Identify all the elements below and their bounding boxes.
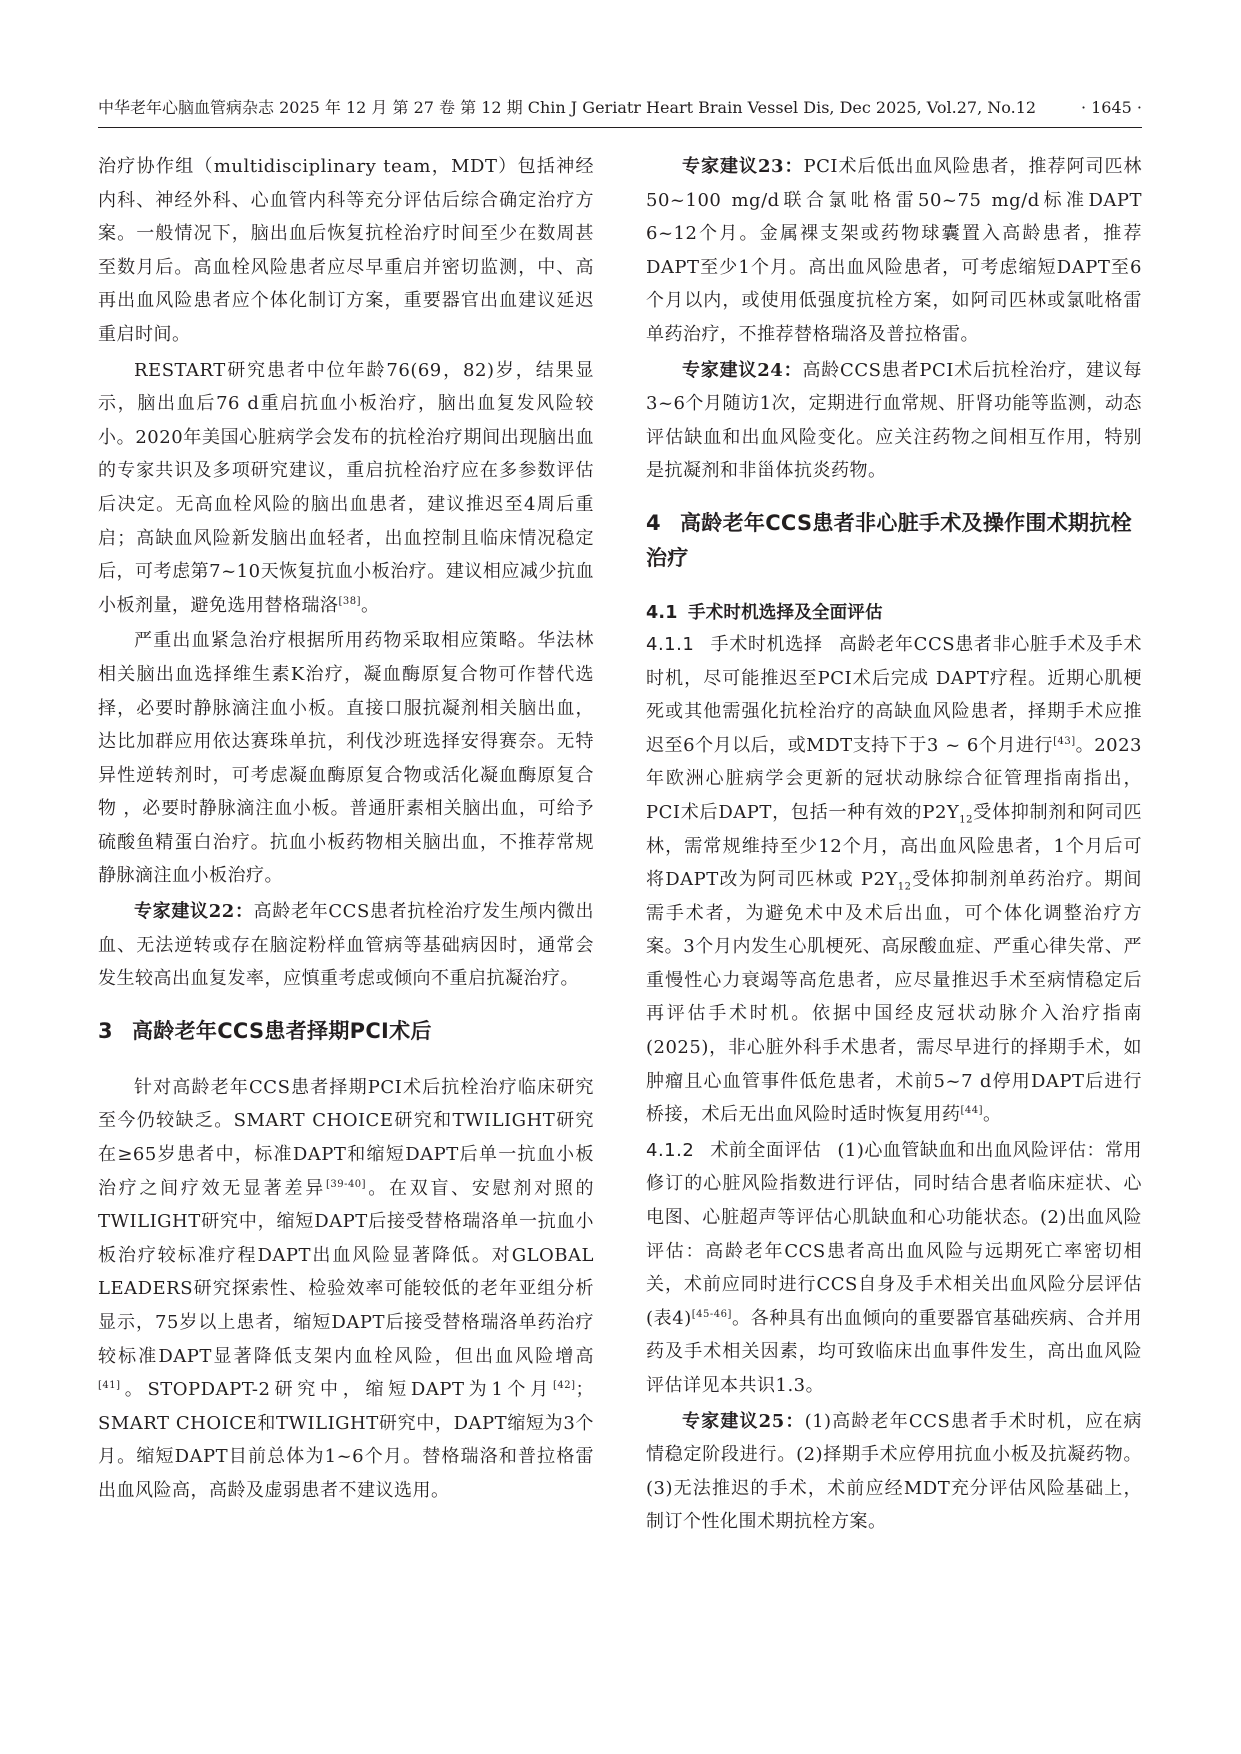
paragraph: 严重出血紧急治疗根据所用药物采取相应策略。华法林相关脑出血选择维生素K治疗，凝血酶原复合物可作替代选择，必要时静脉滴注血小板。直接口服抗凝剂相关脑出血，达比加群应用依达赛珠单抗，利伐沙班选择安得赛奈。无特异性逆转剂时，可考虑凝血酶原复合物或活化凝血酶原复合物 ，必要时静脉滴注血小板。普通肝素相关脑出血，可给予硫酸鱼精蛋白治疗。抗血小板药物相关脑出血，不推荐常规静脉滴注血小板治疗。 — [98, 630, 594, 887]
subsubsection-number: 4.1.1 — [646, 633, 695, 655]
reference-citation[interactable]: [41] — [98, 1380, 121, 1392]
recommendation-label: 专家建议25： — [682, 1410, 805, 1432]
paragraph-4-1-2: 4.1.2 术前全面评估 (1)心血管缺血和出血风险评估：常用修订的心脏风险指数进行评估，同时结合患者临床症状、心电图、心脏超声等评估心肌缺血和心功能状态。(2)出血风险评估：高龄老年CCS患者高出血风险与远期死亡率密切相关，术前应同时进行CCS自身及手术相关出血风险分层评估 (表4)[45-46]。各种具有出血倾向的重要器官基础疾病、合并用药及手术相关因素，均可致临床出血事件发生，高出血风险评估详见本共识1.3。 — [646, 1139, 1142, 1396]
right-column — [646, 150, 1142, 1541]
journal-citation: 中华老年心脑血管病杂志 2025 年 12 月 第 27 卷 第 12 期 Chin J Geriatr Heart Brain Vessel Dis, Dec 2025, Vol.27, No.12 — [98, 98, 1037, 117]
subsubsection-title: 手术时机选择 — [710, 633, 823, 655]
running-header — [98, 97, 1142, 128]
reference-citation[interactable]: [44] — [960, 1105, 984, 1117]
reference-citation[interactable]: [38] — [338, 595, 362, 607]
subsection-heading-4-1: 4.1 手术时机选择及全面评估 — [646, 602, 883, 623]
subscript: 12 — [959, 814, 974, 826]
left-column — [98, 150, 594, 1510]
recommendation-label: 专家建议22： — [134, 901, 254, 923]
reference-citation[interactable]: [45-46] — [691, 1308, 732, 1320]
reference-citation[interactable]: [39-40] — [325, 1178, 367, 1190]
reference-citation[interactable]: [43] — [1053, 735, 1076, 747]
recommendation-label: 专家建议24： — [682, 359, 803, 381]
expert-recommendation-25: 专家建议25：(1)高龄老年CCS患者手术时机，应在病情稳定阶段进行。(2)择期手术应停用抗血小板及抗凝药物。(3)无法推迟的手术，术前应经MDT充分评估风险基础上，制订个性化围术期抗栓方案。 — [646, 1410, 1142, 1533]
section-heading-4: 4 高龄老年CCS患者非心脏手术及操作围术期抗栓治疗 — [646, 510, 1132, 570]
paragraph: 治疗协作组（multidisciplinary team，MDT）包括神经内科、神经外科、心血管内科等充分评估后综合确定治疗方案。一般情况下，脑出血后恢复抗栓治疗时间至少在数周甚至数月后。高血栓风险患者应尽早重启并密切监测，中、高再出血风险患者应个体化制订方案，重要器官出血建议延迟重启时间。 — [98, 156, 594, 345]
page-number: · 1645 · — [1080, 98, 1142, 117]
subscript: 12 — [897, 881, 912, 893]
expert-recommendation-23: 专家建议23：PCI术后低出血风险患者，推荐阿司匹林50~100 mg/d联合氯吡格雷50~75 mg/d标准DAPT 6~12个月。金属裸支架或药物球囊置入高龄患者，推荐DAPT至少1个月。高出血风险患者，可考虑缩短DAPT至6个月以内，或使用低强度抗栓方案，如阿司匹林或氯吡格雷单药治疗，不推荐替格瑞洛及普拉格雷。 — [646, 156, 1142, 345]
paragraph: RESTART研究患者中位年龄76(69，82)岁，结果显示，脑出血后76 d重启抗血小板治疗，脑出血复发风险较小。2020年美国心脏病学会发布的抗栓治疗期间出现脑出血的专家共识及多项研究建议，重启抗栓治疗应在多参数评估后决定。无高血栓风险的脑出血患者，建议推迟至4周后重启；高缺血风险新发脑出血轻者，出血控制且临床情况稳定后，可考虑第7~10天恢复抗血小板治疗。建议相应减少抗血小板剂量，避免选用替格瑞洛[38]。 — [98, 359, 594, 616]
expert-recommendation-24: 专家建议24：高龄CCS患者PCI术后抗栓治疗，建议每3~6个月随访1次，定期进行血常规、肝肾功能等监测，动态评估缺血和出血风险变化。应关注药物之间相互作用，特别是抗凝剂和非甾体抗炎药物。 — [646, 359, 1142, 482]
reference-citation[interactable]: [42] — [552, 1380, 576, 1392]
expert-recommendation-22: 专家建议22：高龄老年CCS患者抗栓治疗发生颅内微出血、无法逆转或存在脑淀粉样血管病等基础病因时，通常会发生较高出血复发率，应慎重考虑或倾向不重启抗凝治疗。 — [98, 901, 594, 990]
paragraph: 针对高龄老年CCS患者择期PCI术后抗栓治疗临床研究至今仍较缺乏。SMART CHOICE研究和TWILIGHT研究在≥65岁患者中，标准DAPT和缩短DAPT后单一抗血小板治疗之间疗效无显著差异[39-40]。在双盲、安慰剂对照的TWILIGHT研究中，缩短DAPT后接受替格瑞洛单一抗血小板治疗较标准疗程DAPT出血风险显著降低。对GLOBAL LEADERS研究探索性、检验效率可能较低的老年亚组分析显示，75岁以上患者，缩短DAPT后接受替格瑞洛单药治疗较标准DAPT显著降低支架内血栓风险，但出血风险增高[41]。STOPDAPT-2研究中，缩短DAPT为1个月[42]；SMART CHOICE和TWILIGHT研究中，DAPT缩短为3个月。缩短DAPT目前总体为1~6个月。替格瑞洛和普拉格雷出血风险高，高龄及虚弱患者不建议选用。 — [98, 1076, 595, 1501]
subsubsection-title: 术前全面评估 — [710, 1139, 822, 1161]
subsubsection-number: 4.1.2 — [646, 1139, 695, 1161]
section-heading-3: 3 高龄老年CCS患者择期PCI术后 — [98, 1018, 432, 1043]
paragraph-4-1-1: 4.1.1 手术时机选择 高龄老年CCS患者非心脏手术及手术时机，尽可能推迟至PCI术后完成 DAPT疗程。近期心肌梗死或其他需强化抗栓治疗的高缺血风险患者，择期手术应推迟至6个月以后，或MDT支持下于3 ~ 6个月进行[43]。2023年欧洲心脏病学会更新的冠状动脉综合征管理指南指出，PCI术后DAPT，包括一种有效的$P2Y_{12}$受体抑制剂和阿司匹林，需常规维持至少12个月，高出血风险患者，1个月后可将DAPT改为阿司匹林或 $P2Y_{12}$受体抑制剂单药治疗。期间需手术者，为避免术中及术后出血，可个体化调整治疗方案。3个月内发生心肌梗死、高尿酸血症、严重心律失常、严重慢性心力衰竭等高危患者，应尽量推迟手术至病情稳定后再评估手术时机。依据中国经皮冠状动脉介入治疗指南(2025)，非心脏外科手术患者，需尽早进行的择期手术，如肿瘤且心血管事件低危患者，术前5~7 d停用DAPT后进行桥接，术后无出血风险时适时恢复用药[44]。 — [646, 633, 1143, 1126]
recommendation-label: 专家建议23： — [682, 156, 804, 177]
